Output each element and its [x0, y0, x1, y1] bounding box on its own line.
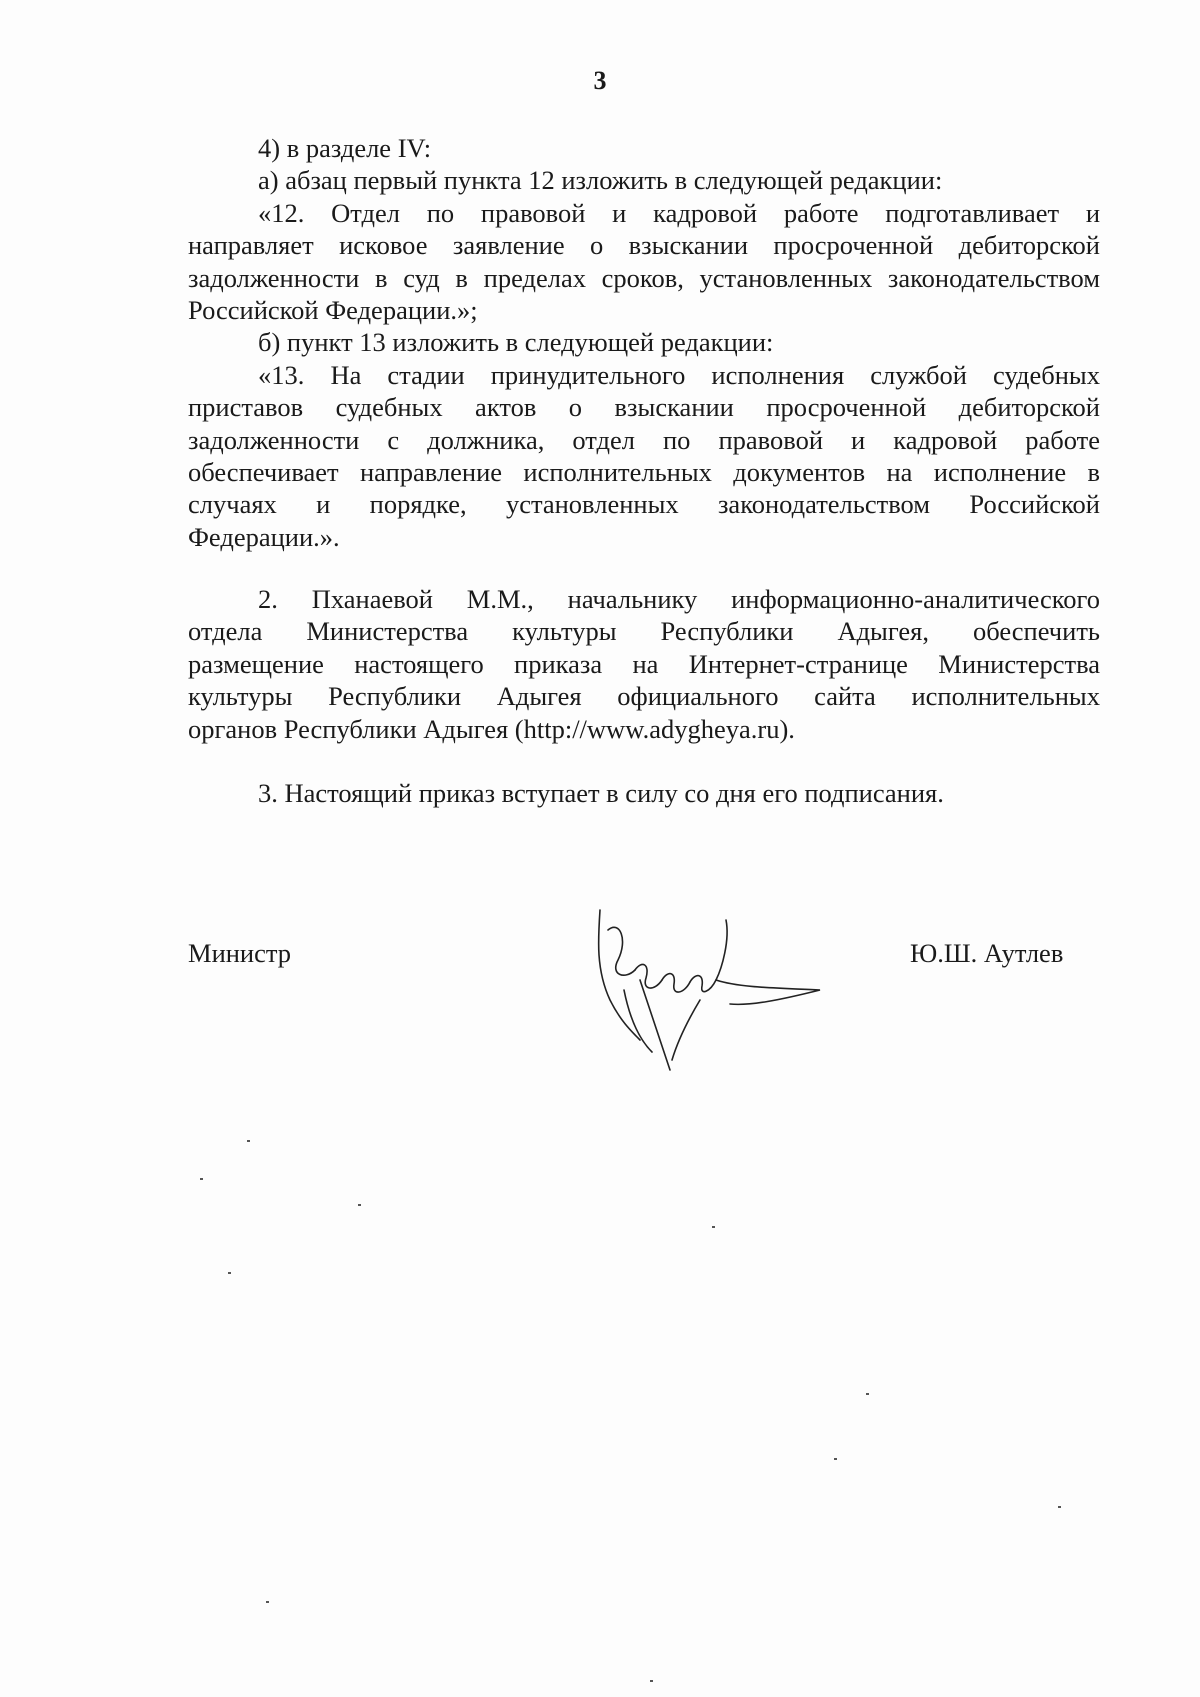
scan-speck — [266, 1601, 269, 1603]
paragraph-gap — [188, 553, 1100, 583]
item-2-line: культуры Республики Адыгея официального сайта исполнительных — [188, 681, 1100, 712]
paragraph-line: «12. Отдел по правовой и кадровой работе подготавливает и — [258, 197, 1100, 228]
document-body — [188, 132, 1100, 809]
scan-speck — [200, 1178, 203, 1180]
paragraph-line: «13. На стадии принудительного исполнения службой судебных — [258, 359, 1100, 390]
item-3-line: 3. Настоящий приказ вступает в силу со дня его подписания. — [258, 778, 944, 809]
signatory-name: Ю.Ш. Аутлев — [910, 938, 1064, 968]
section-4-heading: 4) в разделе IV: — [258, 133, 432, 163]
page-number: 3 — [593, 66, 607, 95]
item-2-line: 2. Пханаевой М.М., начальнику информационно-аналитического — [258, 584, 1100, 615]
scan-speck — [1058, 1506, 1061, 1508]
paragraph-line: приставов судебных актов о взыскании просроченной дебиторской — [188, 392, 1100, 423]
item-2-line: отдела Министерства культуры Республики Адыгея, обеспечить — [188, 616, 1100, 647]
paragraph-line: задолженности с должника, отдел по правовой и кадровой работе — [188, 424, 1100, 455]
signatory-title: Министр — [188, 938, 292, 968]
paragraph-line: Российской Федерации.»; — [188, 294, 478, 325]
paragraph-line: случаях и порядке, установленных законодательством Российской — [188, 489, 1100, 520]
scan-speck — [712, 1226, 715, 1228]
paragraph-line: направляет исковое заявление о взыскании просроченной дебиторской — [188, 230, 1100, 261]
handwritten-signature — [580, 880, 840, 1080]
scan-speck — [650, 1680, 653, 1682]
item-2-line: органов Республики Адыгея (http://www.adygheya.ru). — [188, 713, 795, 744]
scan-speck — [866, 1393, 869, 1395]
item-2-line: размещение настоящего приказа на Интернет-странице Министерства — [188, 648, 1100, 679]
scan-speck — [247, 1140, 250, 1142]
subitem-b: б) пункт 13 изложить в следующей редакции: — [258, 327, 774, 358]
paragraph-line: обеспечивает направление исполнительных документов на исполнение в — [188, 456, 1100, 487]
scan-speck — [358, 1204, 361, 1206]
scan-speck — [228, 1272, 231, 1274]
paragraph-line: задолженности в суд в пределах сроков, установленных законодательством — [188, 262, 1100, 293]
subitem-a: а) абзац первый пункта 12 изложить в следующей редакции: — [258, 165, 943, 196]
paragraph-gap — [188, 745, 1100, 777]
scan-speck — [834, 1458, 837, 1460]
paragraph-line: Федерации.». — [188, 521, 340, 552]
